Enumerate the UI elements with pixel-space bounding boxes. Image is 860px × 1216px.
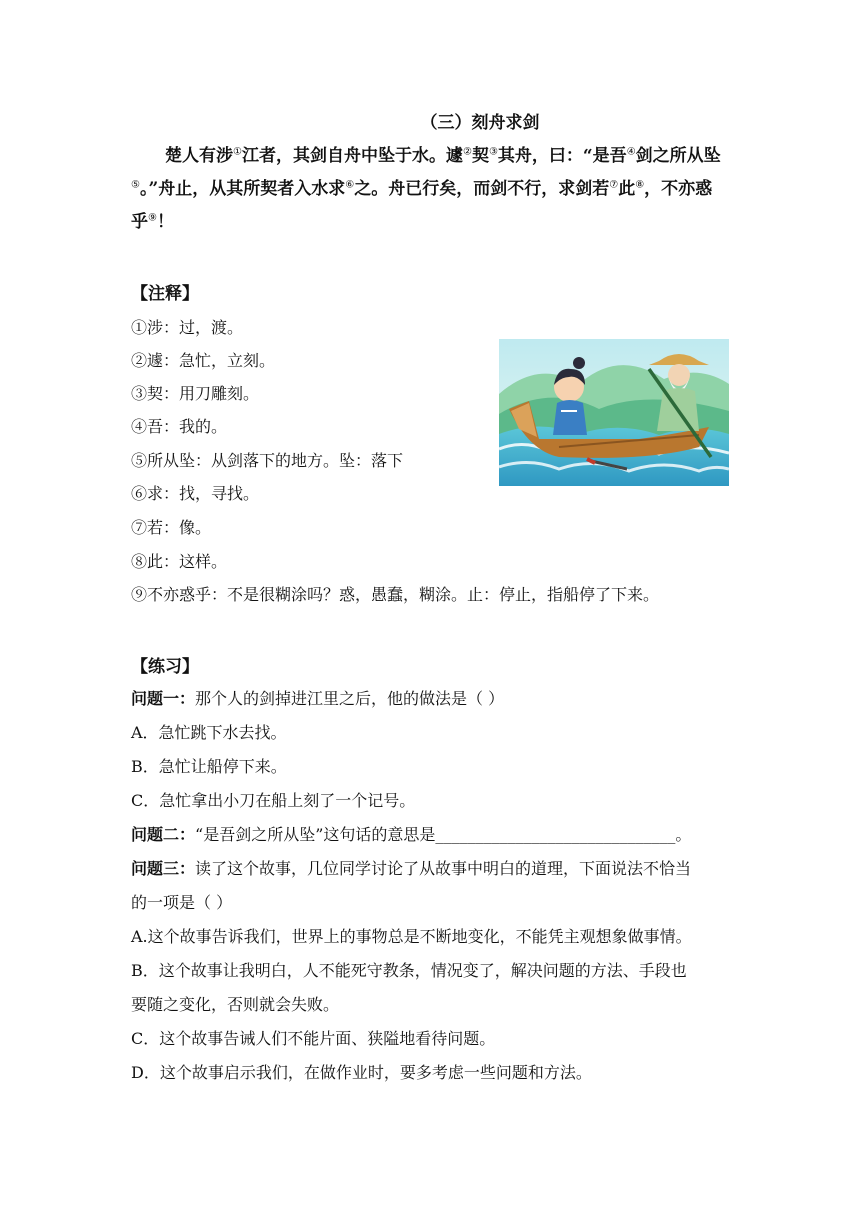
passage-text: ！ (156, 212, 174, 232)
passage-text: 契 (471, 146, 489, 166)
question-three (131, 856, 691, 879)
option-d[interactable]: D．这个故事启示我们，在做作业时，要多考虑一些问题和方法。 (131, 1063, 592, 1082)
passage-text: 。”舟止，从其所契者入水求 (139, 179, 346, 199)
question-label: 问题二： (131, 825, 196, 844)
passage-text: ，不亦惑乎 (131, 179, 713, 232)
passage-text: 江者，其剑自舟中坠于水。遽 (241, 146, 463, 166)
option-c[interactable]: C．这个故事告诫人们不能片面、狭隘地看待问题。 (131, 1029, 496, 1048)
note-marker: ② (462, 146, 472, 158)
option-c[interactable]: C．急忙拿出小刀在船上刻了一个记号。 (131, 791, 416, 810)
passage-text: 剑之所从坠 (635, 146, 721, 166)
note-item: ⑦若：像。 (131, 518, 212, 537)
option-a[interactable]: A.这个故事告诉我们，世界上的事物总是不断地变化，不能凭主观想象做事情。 (131, 927, 692, 946)
note-item: ⑨不亦惑乎：不是很糊涂吗？惑，愚蠢，糊涂。止：停止，指船停了下来。 (131, 585, 660, 604)
passage-text: 之。舟已行矣，而剑不行，求剑若 (354, 179, 610, 199)
question-text: 读了这个故事，几位同学讨论了从故事中明白的道理，下面说法不恰当 (195, 859, 692, 878)
boat-illustration (499, 339, 729, 486)
note-item: ⑤所从坠：从剑落下的地方。坠：落下 (131, 451, 404, 470)
note-item: ③契：用刀雕刻。 (131, 384, 260, 403)
option-a[interactable]: A．急忙跳下水去找。 (131, 723, 287, 742)
note-marker: ⑤ (131, 179, 140, 191)
note-marker: ⑧ (635, 179, 645, 191)
question-text: “是吾剑之所从坠”这句话的意思是 (195, 825, 436, 844)
note-item: ②遽：急忙，立刻。 (131, 351, 276, 370)
option-b[interactable]: B．急忙让船停下来。 (131, 757, 287, 776)
exercise-heading: 【练习】 (131, 657, 199, 677)
question-one (131, 686, 504, 709)
note-item: ④吾：我的。 (131, 417, 228, 436)
note-marker: ④ (626, 146, 636, 158)
note-item: ⑥求：找，寻找。 (131, 484, 260, 503)
note-item: ①涉：过，渡。 (131, 318, 244, 337)
question-text: 。 (675, 825, 692, 844)
story-passage (131, 140, 729, 239)
question-label: 问题一： (131, 689, 196, 708)
note-item: ⑧此：这样。 (131, 552, 228, 571)
note-marker: ⑨ (148, 212, 157, 224)
note-marker: ⑥ (345, 179, 355, 191)
answer-blank[interactable]: ______________________________ (435, 825, 676, 844)
passage-text: 此 (618, 179, 636, 199)
note-marker: ③ (488, 146, 498, 158)
note-marker: ⑦ (609, 179, 619, 191)
question-label: 问题三： (131, 859, 196, 878)
passage-text: 其舟，曰：“是吾 (497, 146, 627, 166)
question-text: 的一项是（ ） (131, 893, 233, 912)
option-b-continued: 要随之变化，否则就会失败。 (131, 995, 340, 1014)
question-two (131, 822, 691, 845)
note-marker: ① (233, 146, 242, 158)
notes-heading: 【注释】 (131, 284, 199, 304)
passage-text: 楚人有涉 (165, 146, 233, 166)
story-title: （三）刻舟求剑 (420, 113, 540, 133)
question-text: 那个人的剑掉进江里之后，他的做法是（ ） (195, 689, 505, 708)
option-b[interactable]: B．这个故事让我明白，人不能死守教条，情况变了，解决问题的方法、手段也 (131, 961, 687, 980)
